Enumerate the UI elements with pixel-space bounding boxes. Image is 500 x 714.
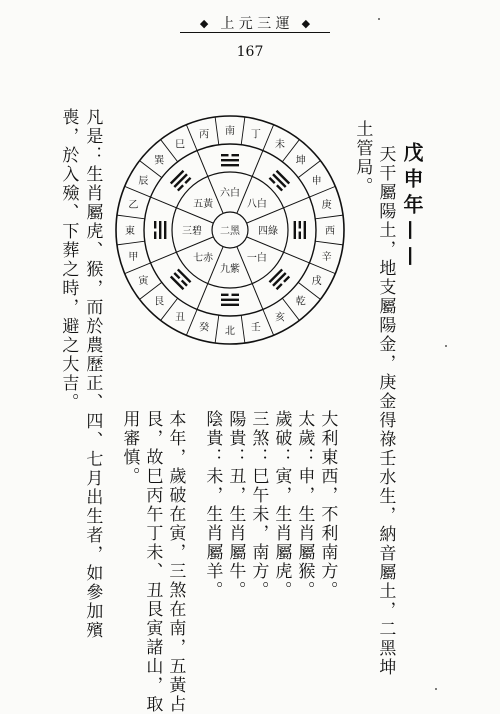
wheel-outer-label: 巽 [154, 155, 165, 167]
wheel-inner-label: 五黃 [193, 199, 214, 211]
item-line-9: 用審慎。 [119, 410, 140, 486]
trigram-icon [294, 221, 306, 239]
wheel-outer-label: 艮 [154, 296, 165, 308]
wheel-outer-label: 未 [275, 139, 285, 151]
wheel-outer-label: 坤 [295, 155, 306, 167]
item-line-2: 太歲：申，生肖屬猴。 [294, 410, 315, 600]
item-line-4: 三煞：巳午未，南方。 [248, 410, 269, 600]
wheel-inner-label: 八白 [246, 199, 267, 211]
wheel-outer-label: 南 [225, 126, 235, 137]
item-line-6: 陰貴：未，生肖屬羊。 [202, 410, 223, 600]
intro-line-2: 土管局。 [352, 120, 373, 196]
trigram-icon [269, 170, 290, 191]
wheel-outer-label: 丁 [250, 129, 261, 141]
wheel-outer-label: 東 [125, 226, 135, 237]
trigram-icon [170, 170, 191, 191]
flying-star-wheel [110, 110, 350, 350]
wheel-outer-label: 庚 [321, 200, 332, 212]
trigram-icon [269, 269, 290, 290]
trigram-icon [170, 269, 191, 290]
running-header [170, 12, 340, 34]
trigram-icon [221, 294, 239, 306]
wheel-outer-label: 丙 [199, 129, 210, 141]
item-line-5: 陽貴：丑，生肖屬牛。 [225, 410, 246, 600]
item-line-7: 本年，歲破在寅，三煞在南，五黃占 [165, 410, 186, 714]
note-line-1: 凡是：生肖屬虎、猴，而於農歷正、四、七月出生者，如參加殯 [82, 108, 103, 640]
wheel-outer-label: 辛 [321, 251, 332, 263]
wheel-inner-label: 一白 [246, 252, 267, 264]
wheel-outer-label: 壬 [250, 322, 261, 334]
running-header-title: 上 元 三 運 [220, 16, 290, 32]
wheel-inner-label: 七赤 [193, 252, 214, 264]
item-line-8: 艮，故巳丙午丁未、丑艮寅諸山，取 [142, 410, 163, 714]
wheel-outer-label: 申 [311, 176, 322, 187]
wheel-outer-label: 亥 [275, 312, 285, 324]
section-title: 戊申年—— [400, 142, 424, 272]
item-line-3: 歲破：寅，生肖屬虎。 [271, 410, 292, 600]
trigram-icon [154, 221, 166, 239]
wheel-outer-label: 西 [325, 226, 335, 237]
wheel-outer-label: 甲 [128, 251, 139, 263]
diamond-right-icon: ◆ [301, 16, 311, 30]
intro-line-1: 天干屬陽土，地支屬陽金，庚金得祿壬水生，納音屬土，二黑坤 [375, 145, 396, 677]
wheel-outer-label: 寅 [138, 276, 149, 287]
diamond-left-icon: ◆ [199, 16, 209, 30]
wheel-outer-label: 巳 [175, 139, 185, 151]
trigram-icon [221, 154, 239, 166]
wheel-outer-label: 北 [225, 326, 235, 337]
wheel-inner-label: 六白 [220, 188, 240, 199]
header-rule [180, 32, 330, 33]
wheel-outer-label: 癸 [199, 322, 210, 334]
wheel-inner-label: 三碧 [182, 226, 202, 237]
wheel-inner-label: 九紫 [220, 264, 240, 275]
wheel-outer-label: 乙 [128, 200, 139, 212]
item-line-1: 大利東西，不利南方。 [317, 410, 338, 600]
wheel-inner-label: 四綠 [258, 226, 278, 237]
wheel-outer-label: 丑 [175, 312, 185, 324]
wheel-outer-label: 辰 [138, 176, 149, 187]
note-line-2: 喪，於入殮、下葬之時，避之大吉。 [58, 108, 79, 412]
wheel-outer-label: 乾 [295, 296, 306, 308]
page-number: 167 [236, 44, 264, 60]
wheel-outer-label: 戌 [311, 276, 322, 287]
wheel-center-label: 二黑 [220, 226, 240, 237]
